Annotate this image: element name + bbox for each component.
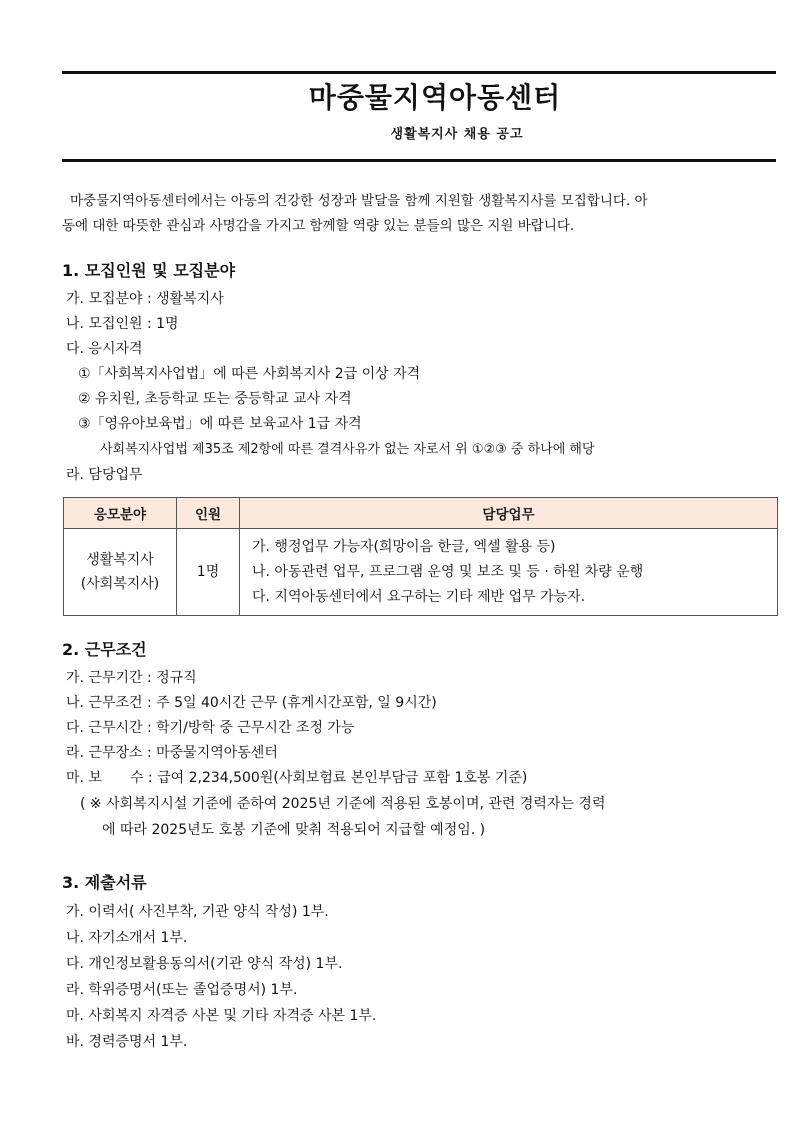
- duty-count-cell: 1명: [177, 529, 240, 616]
- section1-item-field: 가. 모집분야 : 생활복지사: [66, 291, 224, 307]
- qualification-2: ② 유치원, 초등학교 또는 중등학교 교사 자격: [78, 391, 352, 407]
- salary-note: [80, 791, 760, 843]
- section2-item-salary: 마. 보 수 : 급여 2,234,500원(사회보험료 본인부담금 포함 1호봉 기준): [66, 770, 528, 786]
- section3-heading: 3. 제출서류: [62, 873, 147, 892]
- section2-item-conditions: 나. 근무조건 : 주 5일 40시간 근무 (휴게시간포함, 일 9시간): [66, 695, 437, 711]
- section1-item-duty: 라. 담당업무: [66, 467, 143, 483]
- section1-item-count: 나. 모집인원 : 1명: [66, 316, 179, 332]
- section2-heading: 2. 근무조건: [62, 640, 147, 659]
- title-line-2: 생활복지사 채용 공고: [390, 127, 524, 142]
- section1-item-qualification: 다. 응시자격: [66, 341, 143, 357]
- duty-task-2: 나. 아동관련 업무, 프로그램 운영 및 보조 및 등 · 하원 차량 운행: [252, 563, 644, 580]
- duty-field-line-1: 생활복지사: [86, 552, 154, 568]
- duty-task-1: 가. 행정업무 가능자(희망이음 한글, 엑셀 활용 등): [252, 538, 556, 555]
- section1-heading: 1. 모집인원 및 모집분야: [62, 261, 236, 280]
- section2-item-period: 가. 근무기간 : 정규직: [66, 670, 197, 686]
- title-bottom-rule: [62, 159, 776, 162]
- document-item-resume: 가. 이력서( 사진부착, 기관 양식 작성) 1부.: [66, 904, 329, 920]
- qualification-3: ③「영유아보육법」에 따른 보육교사 1급 자격: [78, 416, 362, 432]
- section2-item-location: 라. 근무장소 : 마중물지역아동센터: [66, 745, 278, 761]
- intro-line-2: 동에 대한 따뜻한 관심과 사명감을 가지고 함께할 역량 있는 분들의 많은 지원 바랍니다.: [62, 218, 575, 234]
- qualification-1: ①「사회복지사업법」에 따른 사회복지사 2급 이상 자격: [78, 366, 421, 382]
- document-item-degree: 라. 학위증명서(또는 졸업증명서) 1부.: [66, 982, 298, 998]
- salary-note-line-1: ( ※ 사회복지시설 기준에 준하여 2025년 기준에 적용된 호봉이며, 관련 경력자는 경력: [80, 796, 606, 812]
- duty-task-3: 다. 지역아동센터에서 요구하는 기타 제반 업무 가능자.: [252, 588, 586, 605]
- duty-field-line-2: (사회복지사): [80, 576, 160, 592]
- duty-table-header-row: [64, 498, 778, 529]
- duty-table: [63, 497, 778, 616]
- duty-tasks-cell: [240, 529, 778, 616]
- duty-field-cell: [64, 529, 177, 616]
- salary-note-line-2: 에 따라 2025년도 호봉 기준에 맞춰 적용되어 지급할 예정임. ): [102, 822, 486, 838]
- title-top-rule: [62, 71, 776, 74]
- document-item-privacy-consent: 다. 개인정보활용동의서(기관 양식 작성) 1부.: [66, 956, 343, 972]
- section2-item-hours: 다. 근무시간 : 학기/방학 중 근무시간 조정 가능: [66, 720, 355, 736]
- qualification-note: 사회복지사업법 제35조 제2항에 따른 결격사유가 없는 자로서 위 ①②③ 중 하나에 해당: [100, 442, 595, 457]
- document-item-license: 마. 사회복지 자격증 사본 및 기타 자격증 사본 1부.: [66, 1008, 377, 1024]
- intro-paragraph: [62, 189, 752, 239]
- duty-table-row: [64, 529, 778, 616]
- intro-line-1: 마중물지역아동센터에서는 아동의 건강한 성장과 발달을 함께 지원할 생활복지사를 모집합니다. 아: [70, 193, 648, 209]
- title-line-1: 마중물지역아동센터: [308, 81, 562, 114]
- duty-header-field: 응모분야: [64, 498, 177, 529]
- document-item-self-intro: 나. 자기소개서 1부.: [66, 930, 188, 946]
- duty-header-count: 인원: [177, 498, 240, 529]
- document-item-career: 바. 경력증명서 1부.: [66, 1034, 188, 1050]
- duty-header-tasks: 담당업무: [240, 498, 778, 529]
